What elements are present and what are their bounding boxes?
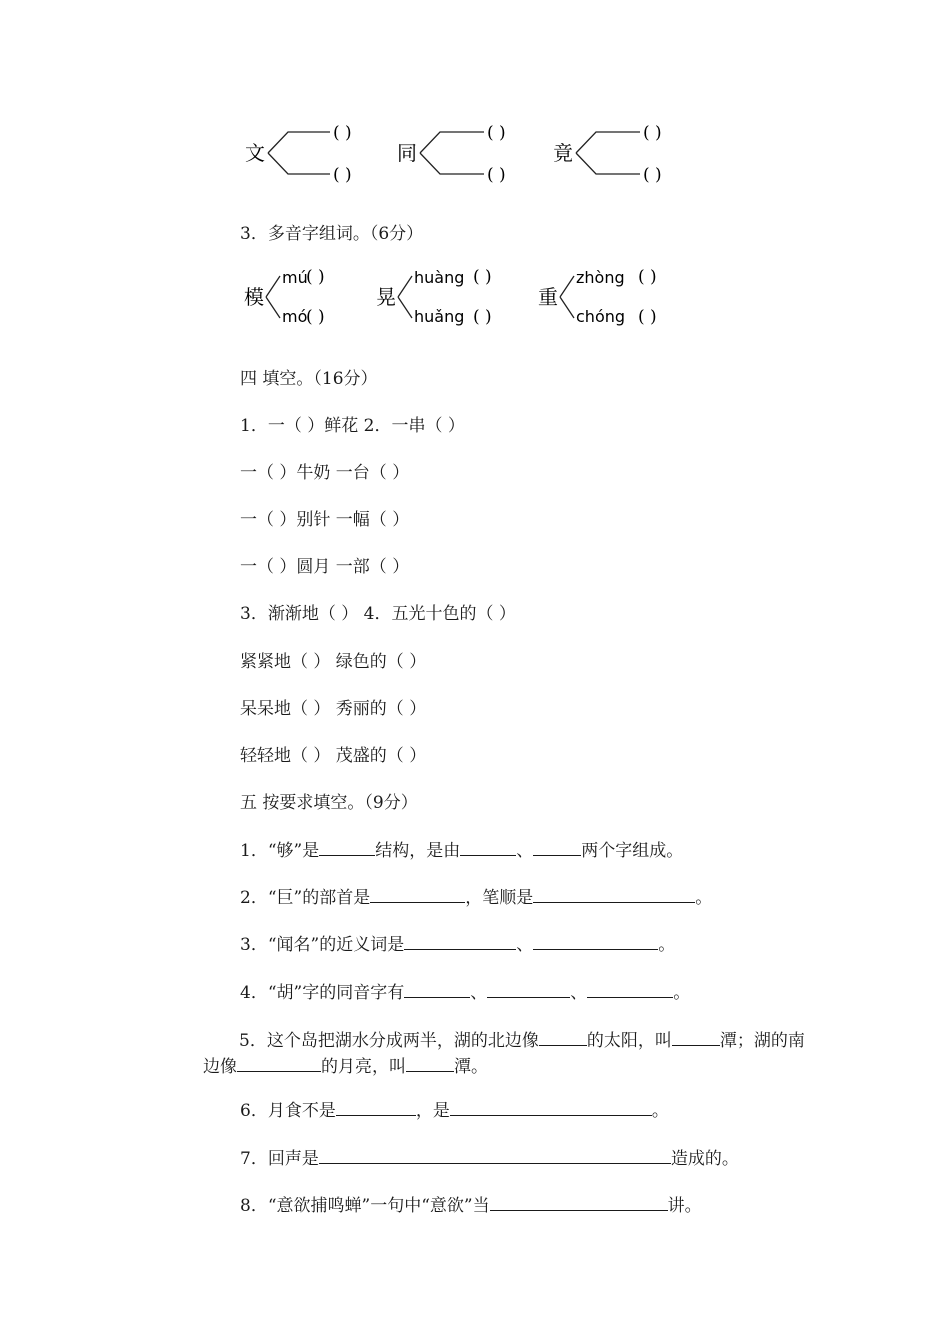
q-text: 。 — [695, 888, 713, 908]
q-text: 。 — [673, 983, 691, 1003]
answer-blank[interactable] — [370, 886, 465, 903]
answer-blank[interactable] — [672, 1029, 720, 1046]
answer-paren[interactable]: ( ) — [333, 123, 352, 143]
question-5-4 — [240, 981, 690, 1005]
answer-blank[interactable] — [319, 1147, 671, 1164]
q-text: 讲。 — [667, 1196, 702, 1216]
q-text: 结构，是由 — [375, 841, 461, 861]
question-5-3 — [240, 933, 675, 957]
answer-blank[interactable] — [406, 1055, 454, 1072]
question-5-5 — [203, 1028, 809, 1080]
q-text: 、 — [470, 983, 488, 1003]
word-tree-figure — [240, 118, 710, 188]
answer-paren[interactable]: ( ) — [473, 307, 492, 327]
answer-paren[interactable]: ( ) — [643, 123, 662, 143]
pinyin-label: chóng — [576, 307, 626, 326]
polyphone-char: 重 — [538, 285, 558, 309]
answer-blank[interactable] — [404, 981, 470, 998]
tree-char: 竟 — [553, 141, 573, 165]
fill-line: 一（ ）别针 一幅（ ） — [240, 510, 410, 530]
answer-paren[interactable]: ( ) — [638, 307, 657, 327]
branch-lines — [398, 276, 412, 318]
answer-blank[interactable] — [487, 981, 570, 998]
answer-paren[interactable]: ( ) — [473, 267, 492, 287]
branch-lines — [420, 132, 484, 174]
q-text: ，是 — [415, 1101, 450, 1121]
q-text: 、 — [516, 935, 534, 955]
q-text: 2．“巨”的部首是 — [240, 888, 371, 908]
answer-paren[interactable]: ( ) — [643, 165, 662, 185]
fill-line: 轻轻地（ ） 茂盛的（ ） — [240, 746, 427, 766]
section-4-title: 四 填空。（16分） — [240, 369, 378, 389]
q-text: ，笔顺是 — [465, 888, 534, 908]
branch-lines — [576, 132, 640, 174]
fill-line: 一（ ）圆月 一部（ ） — [240, 557, 410, 577]
answer-paren[interactable]: ( ) — [306, 307, 325, 327]
polyphone-char: 晃 — [376, 285, 396, 309]
branch-lines — [268, 132, 330, 174]
q-text: 4．“胡”字的同音字有 — [240, 983, 405, 1003]
fill-line: 紧紧地（ ） 绿色的（ ） — [240, 652, 427, 672]
pinyin-label: mú — [282, 268, 308, 287]
answer-paren[interactable]: ( ) — [306, 267, 325, 287]
q-text: 造成的。 — [670, 1149, 739, 1169]
fill-line: 1．一（ ）鲜花 2．一串（ ） — [240, 416, 465, 436]
answer-blank[interactable] — [450, 1099, 652, 1116]
answer-blank[interactable] — [237, 1055, 321, 1072]
section-5-title: 五 按要求填空。（9分） — [240, 793, 418, 813]
branch-lines — [560, 276, 574, 318]
q-text: 1．“够”是 — [240, 841, 320, 861]
fill-line: 呆呆地（ ） 秀丽的（ ） — [240, 699, 427, 719]
q-text: 3．“闻名”的近义词是 — [240, 935, 405, 955]
answer-blank[interactable] — [319, 839, 375, 856]
answer-blank[interactable] — [587, 981, 673, 998]
answer-blank[interactable] — [460, 839, 516, 856]
q-text: 、 — [570, 983, 588, 1003]
q-text: 、 — [516, 841, 534, 861]
q-text: 潭；湖的南边像 — [203, 1031, 805, 1077]
pinyin-label: zhòng — [576, 268, 625, 287]
answer-blank[interactable] — [539, 1029, 587, 1046]
pinyin-label: huàng — [414, 268, 465, 287]
question-5-1 — [240, 839, 683, 863]
answer-paren[interactable]: ( ) — [487, 123, 506, 143]
fill-line: 3．渐渐地（ ） 4．五光十色的（ ） — [240, 604, 516, 624]
answer-blank[interactable] — [533, 886, 695, 903]
q-text: 的月亮，叫 — [321, 1057, 406, 1077]
question-5-7 — [240, 1147, 739, 1171]
answer-blank[interactable] — [490, 1194, 668, 1211]
polyphone-svg — [240, 262, 710, 332]
q-text: 两个字组成。 — [581, 841, 684, 861]
answer-blank[interactable] — [336, 1099, 416, 1116]
q-text: 。 — [651, 1101, 669, 1121]
q-text: 7．回声是 — [240, 1149, 319, 1169]
answer-paren[interactable]: ( ) — [333, 165, 352, 185]
question-5-8 — [240, 1194, 702, 1218]
question-5-6 — [240, 1099, 669, 1123]
pinyin-label: huǎng — [414, 307, 465, 326]
question-5-2 — [240, 886, 712, 910]
polyphone-char: 模 — [244, 285, 264, 309]
answer-paren[interactable]: ( ) — [638, 267, 657, 287]
q-text: 的太阳，叫 — [586, 1031, 672, 1051]
fill-line: 一（ ）牛奶 一台（ ） — [240, 463, 410, 483]
question-3-title: 3．多音字组词。（6分） — [240, 224, 424, 244]
tree-char: 同 — [397, 141, 417, 165]
q-text: 8．“意欲捕鸣蝉”一句中“意欲”当 — [240, 1196, 490, 1216]
q-text: 6．月食不是 — [240, 1101, 336, 1121]
q-text: 潭。 — [454, 1057, 488, 1077]
branch-lines — [266, 276, 280, 318]
pinyin-label: mó — [282, 307, 308, 326]
answer-blank[interactable] — [533, 839, 581, 856]
polyphone-figure — [240, 262, 710, 332]
word-tree-svg — [240, 118, 710, 188]
answer-paren[interactable]: ( ) — [487, 165, 506, 185]
q-text: 5．这个岛把湖水分成两半，湖的北边像 — [239, 1031, 539, 1051]
tree-char: 文 — [245, 141, 265, 165]
answer-blank[interactable] — [533, 933, 658, 950]
answer-blank[interactable] — [404, 933, 516, 950]
q-text: 。 — [658, 935, 676, 955]
